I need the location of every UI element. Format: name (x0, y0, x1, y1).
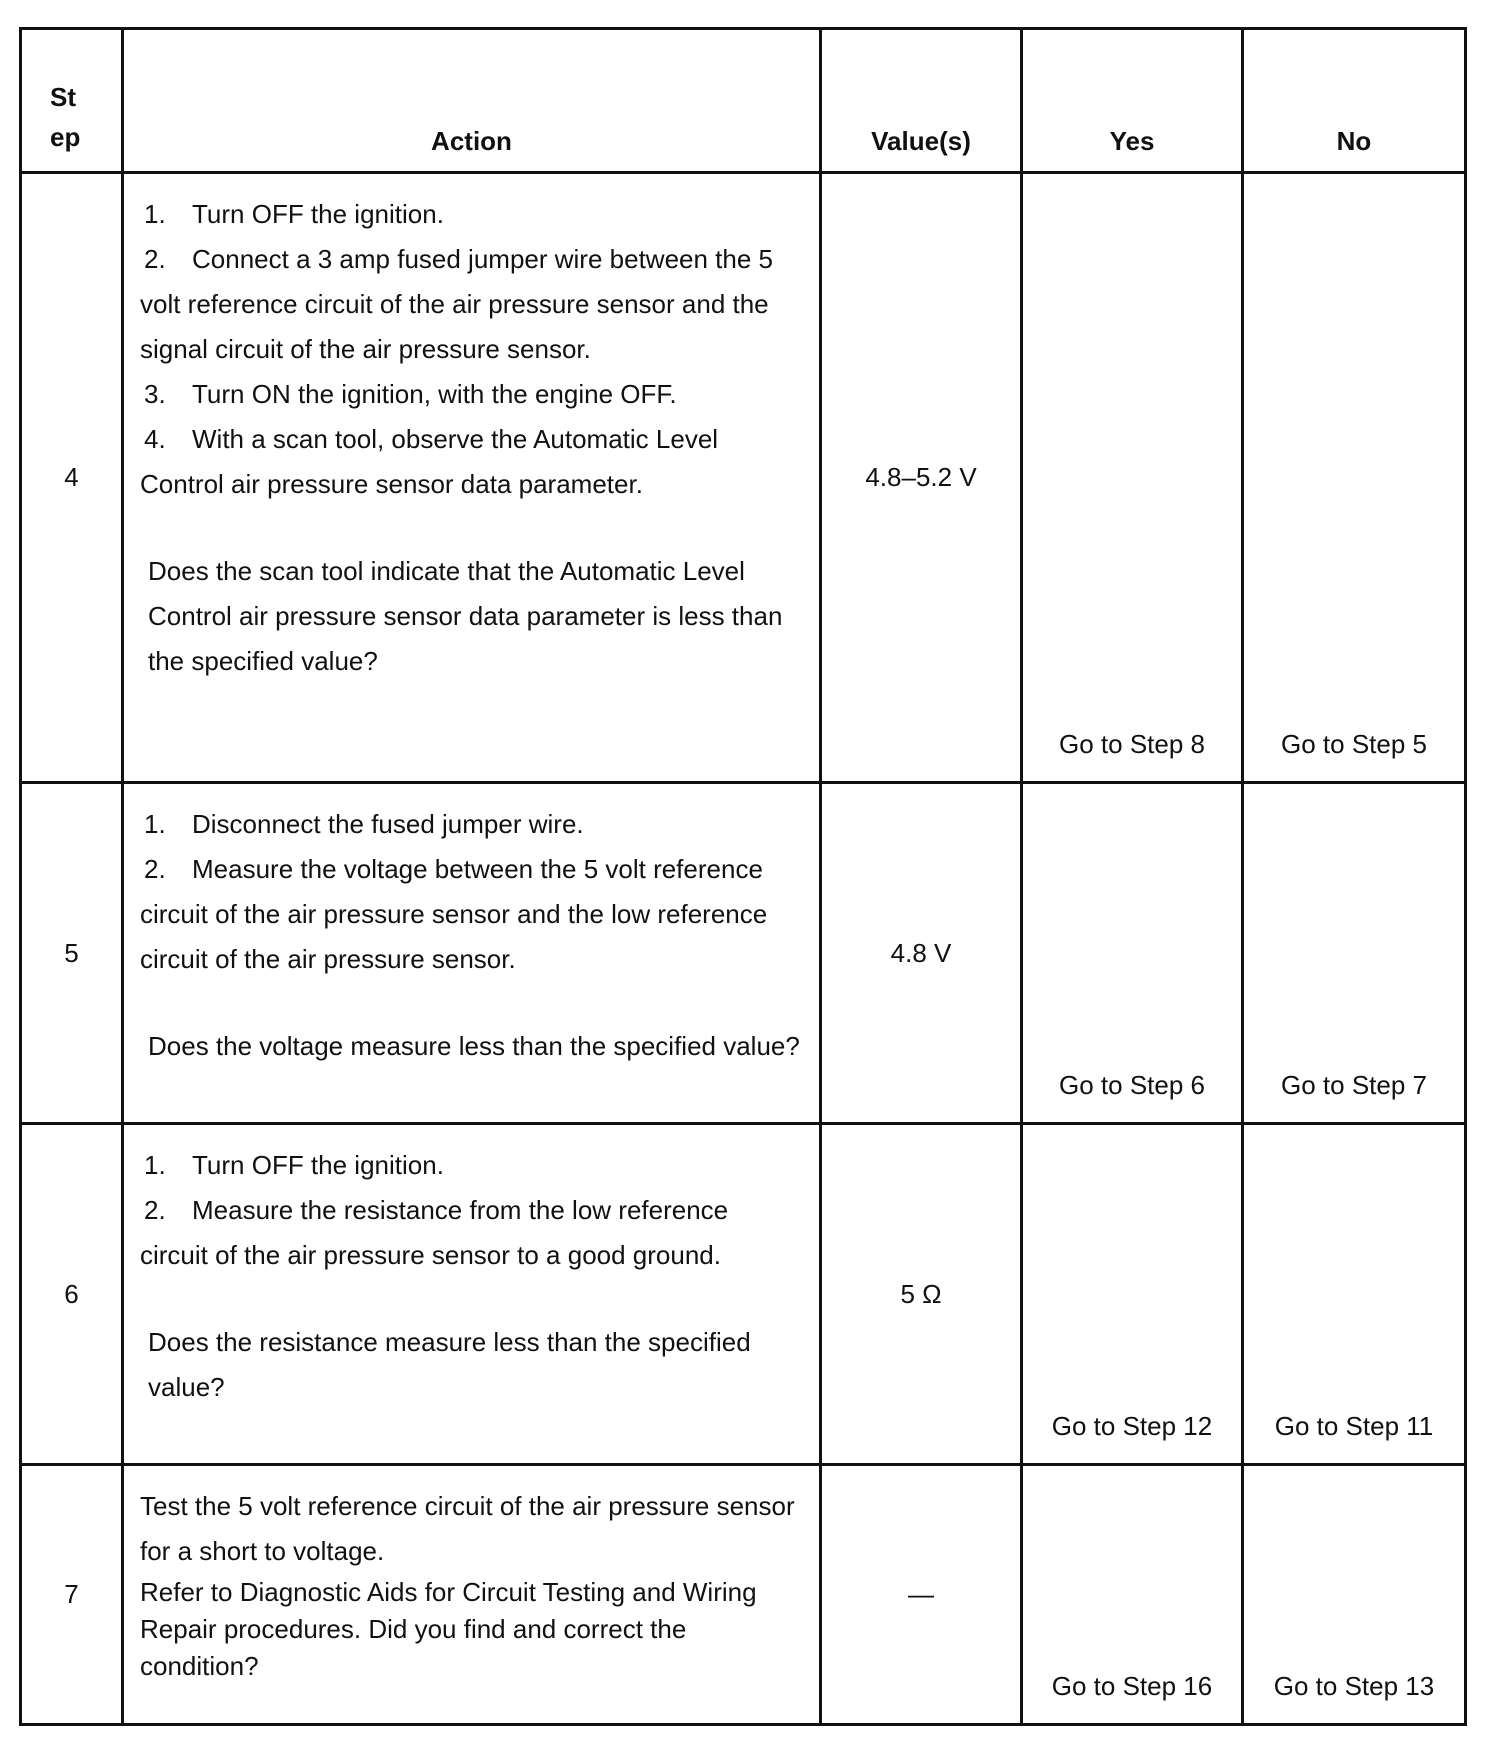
yes-cell: Go to Step 8 (1022, 173, 1243, 783)
header-step: St ep (21, 29, 123, 173)
header-no: No (1243, 29, 1466, 173)
list-item: 3. Turn ON the ignition, with the engine OFF. (144, 379, 677, 409)
action-text-refer: Refer to Diagnostic Aids for Circuit Testing and Wiring Repair procedures. Did you find and correct the condition? (140, 1577, 757, 1681)
table-row (21, 1124, 1466, 1465)
action-cell (123, 783, 821, 1124)
diagnostic-table (19, 27, 1467, 1726)
list-item: 4. With a scan tool, observe the Automatic Level Control air pressure sensor data parameter. (140, 424, 719, 499)
action-cell (123, 1465, 821, 1725)
list-item: 2. Connect a 3 amp fused jumper wire between the 5 volt reference circuit of the air pressure sensor and the signal circuit of the air pressure sensor. (140, 244, 774, 364)
value-cell: — (821, 1465, 1022, 1725)
table-row (21, 783, 1466, 1124)
header-values: Value(s) (821, 29, 1022, 173)
no-cell: Go to Step 7 (1243, 783, 1466, 1124)
yes-cell: Go to Step 12 (1022, 1124, 1243, 1465)
no-cell: Go to Step 11 (1243, 1124, 1466, 1465)
action-cell (123, 173, 821, 783)
question-text: Does the resistance measure less than the specified value? (148, 1327, 751, 1402)
step-number: 5 (21, 783, 123, 1124)
value-cell: 5 Ω (821, 1124, 1022, 1465)
value-cell: 4.8–5.2 V (821, 173, 1022, 783)
list-item: 1. Turn OFF the ignition. (144, 1150, 444, 1180)
no-cell: Go to Step 5 (1243, 173, 1466, 783)
question-text: Does the scan tool indicate that the Automatic Level Control air pressure sensor data parameter is less than the specified value? (148, 556, 783, 676)
action-cell (123, 1124, 821, 1465)
yes-cell: Go to Step 6 (1022, 783, 1243, 1124)
list-item: 1. Disconnect the fused jumper wire. (144, 809, 584, 839)
yes-cell: Go to Step 16 (1022, 1465, 1243, 1725)
step-number: 4 (21, 173, 123, 783)
value-cell: 4.8 V (821, 783, 1022, 1124)
list-item: 2. Measure the voltage between the 5 volt reference circuit of the air pressure sensor and the low reference circuit of the air pressure sensor. (140, 854, 768, 974)
step-number: 7 (21, 1465, 123, 1725)
action-text: Test the 5 volt reference circuit of the air pressure sensor for a short to voltage. (140, 1491, 795, 1566)
table-row (21, 1465, 1466, 1725)
step-number: 6 (21, 1124, 123, 1465)
table-row (21, 173, 1466, 783)
list-item: 1. Turn OFF the ignition. (144, 199, 444, 229)
question-text: Does the voltage measure less than the specified value? (148, 1031, 800, 1061)
no-cell: Go to Step 13 (1243, 1465, 1466, 1725)
header-yes: Yes (1022, 29, 1243, 173)
header-action: Action (123, 29, 821, 173)
header-row (21, 29, 1466, 173)
list-item: 2. Measure the resistance from the low reference circuit of the air pressure sensor to a good ground. (140, 1195, 729, 1270)
